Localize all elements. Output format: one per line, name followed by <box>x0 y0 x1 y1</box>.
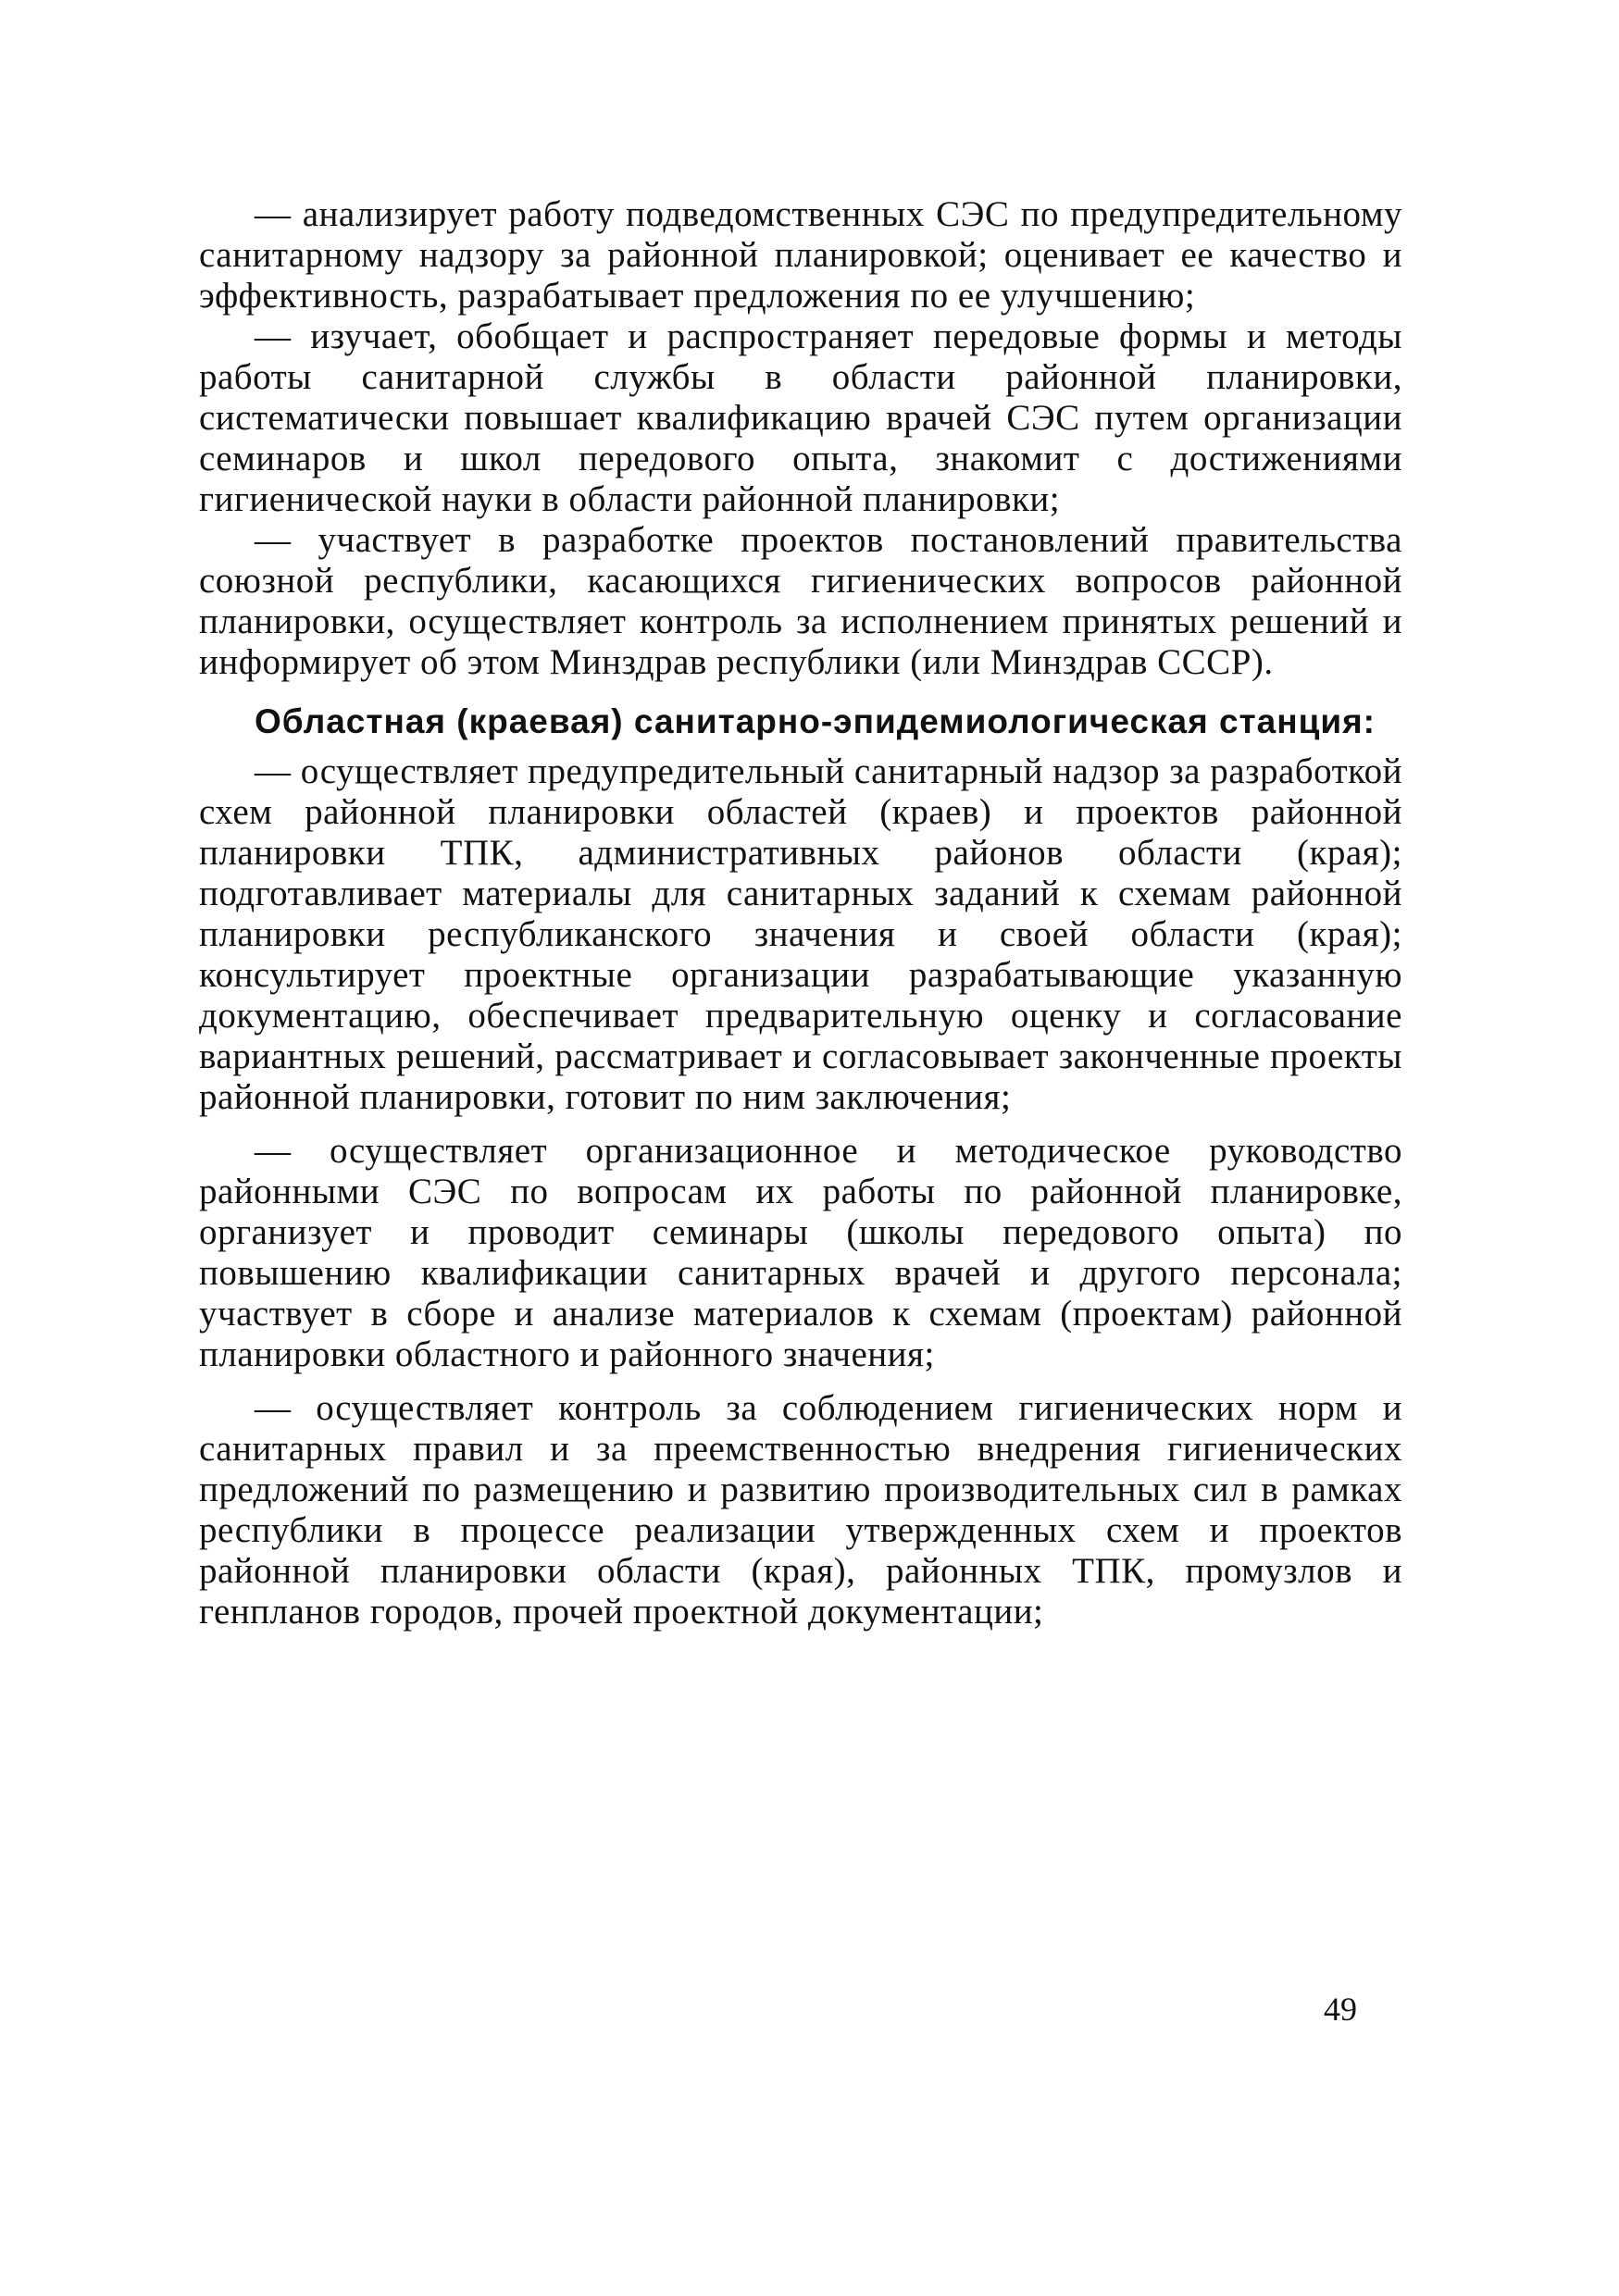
page-body <box>199 194 1402 1632</box>
paragraph-supervision: — осуществляет предупредительный санитарный надзор за разработкой схем районной планировки областей (краев) и проектов районной планировки ТПК, административных районов области (края); подготавливает материалы для санитарных заданий к схемам районной планировки республиканского значения и своей области (края); консультирует проектные организации разрабатывающие указанную документацию, обеспечивает предварительную оценку и согласование вариантных решений, рассматривает и согласовывает законченные проекты районной планировки, готовит по ним заключения; <box>199 751 1402 1117</box>
paragraph-participation: — участвует в разработке проектов постановлений правительства союзной республики, касающихся гигиенических вопросов районной планировки, осуществляет контроль за исполнением принятых решений и информирует об этом Минздрав республики (или Минздрав СССР). <box>199 520 1402 682</box>
paragraph-organization: — осуществляет организационное и методическое руководство районными СЭС по вопросам их работы по районной планировке, организует и проводит семинары (школы передового опыта) по повышению квалификации санитарных врачей и другого персонала; участвует в сборе и анализе материалов к схемам (проектам) районной планировки областного и районного значения; <box>199 1131 1402 1374</box>
paragraph-analysis: — анализирует работу подведомственных СЭС по предупредительному санитарному надзору за районной планировкой; оценивает ее качество и эффективность, разрабатывает предложения по ее улучшению; <box>199 194 1402 316</box>
section-heading: Областная (краевая) санитарно-эпидемиологическая станция: <box>255 702 1376 740</box>
paragraph-control: — осуществляет контроль за соблюдением гигиенических норм и санитарных правил и за преемственностью внедрения гигиенических предложений по размещению и развитию производительных сил в рамках республики в процессе реализации утвержденных схем и проектов районной планировки области (края), районных ТПК, промузлов и генпланов городов, прочей проектной документации; <box>199 1388 1402 1632</box>
page-number: 49 <box>1324 1991 1357 2028</box>
paragraph-study: — изучает, обобщает и распространяет передовые формы и методы работы санитарной службы в области районной планировки, систематически повышает квалификацию врачей СЭС путем организации семинаров и школ передового опыта, знакомит с достижениями гигиенической науки в области районной планировки; <box>199 316 1402 519</box>
